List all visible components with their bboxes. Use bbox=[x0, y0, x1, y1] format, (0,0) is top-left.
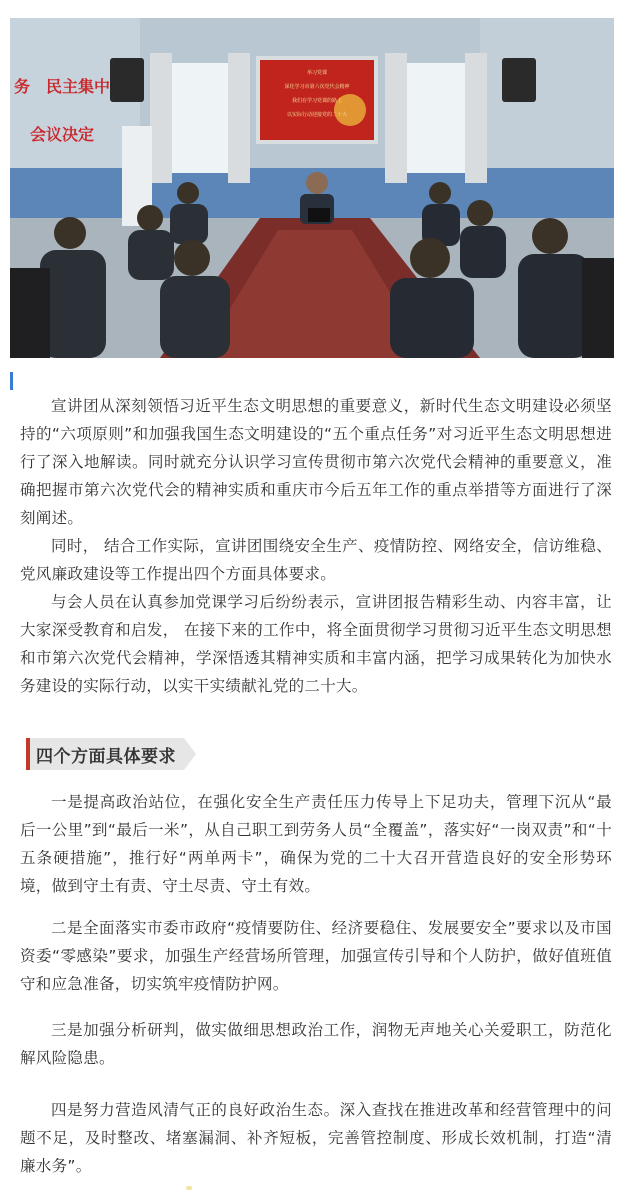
screen-line-4: 以实际行动迎接党的二十大 bbox=[286, 112, 348, 118]
paragraph-feedback: 与会人员在认真参加党课学习后纷纷表示，宣讲团报告精彩生动、内容丰富，让大家深受教育和启发， 在接下来的工作中，将全面贯彻学习贯彻习近平生态文明思想和市第六次党代会精神，学深悟透其精神实质和丰富内涵，把学习成果转化为加快水务建设的实际行动，以实干实绩献礼党的二十大。 bbox=[20, 593, 612, 695]
screen-line-1: 举习党课 bbox=[306, 70, 328, 76]
paragraph-requirements-intro: 同时， 结合工作实际，宣讲团围绕安全生产、疫情防控、网络安全，信访维稳、党风廉政建设等工作提出四个方面具体要求。 bbox=[20, 537, 612, 583]
requirement-item-4: 四是努力营造风清气正的良好政治生态。深入查找在推进改革和经营管理中的问题不足，及时整改、堵塞漏洞、补齐短板，完善管控制度、形成长效机制，打造“清廉水务”。 bbox=[20, 1101, 612, 1175]
requirement-item-1: 一是提高政治站位，在强化安全生产责任压力传导上下足功夫，管理下沉从“最后一公里”到“最后一米”，从自己职工到劳务人员“全覆盖”，落实好“一岗双责”和“十五条硬措施”，推行好“两单两卡”，确保为党的二十大召开营造良好的安全形势环境，做到守土有责、守土尽责、守土有效。 bbox=[20, 793, 612, 895]
requirement-item-2: 二是全面落实市委市政府“疫情要防住、经济要稳住、发展要安全”要求以及市国资委“零感染”要求，加强生产经营场所管理，加强宣传引导和个人防护，做好值班值守和应急准备，切实筑牢疫情防护网。 bbox=[20, 919, 612, 993]
requirement-item-3: 三是加强分析研判，做实做细思想政治工作，润物无声地关心关爱职工，防范化解风险隐患。 bbox=[20, 1021, 612, 1067]
screen-line-3: 我们在学习党课的路上 bbox=[291, 98, 343, 104]
section-heading bbox=[26, 738, 196, 770]
wall-slogan-2: 民主集中 bbox=[46, 77, 111, 96]
decorative-dot bbox=[186, 1186, 192, 1190]
accent-bar bbox=[10, 372, 13, 390]
section-heading-text: 四个方面具体要求 bbox=[36, 747, 176, 767]
screen-line-2: 深化学习市第六次党代会精神 bbox=[284, 84, 350, 90]
paragraph-intro: 宣讲团从深刻领悟习近平生态文明思想的重要意义，新时代生态文明建设必须坚持的“六项原则”和加强我国生态文明建设的“五个重点任务”对习近平生态文明思想进行了深入地解读。同时就充分认识学习宣传贯彻市第六次党代会精神的重要意义，准确把握市第六次党代会的精神实质和重庆市今后五年工作的重点举措等方面进行了深刻阐述。 bbox=[20, 397, 612, 527]
wall-slogan-1: 务 bbox=[14, 77, 31, 96]
meeting-photo bbox=[10, 18, 614, 358]
wall-slogan-3: 会议决定 bbox=[30, 125, 95, 144]
